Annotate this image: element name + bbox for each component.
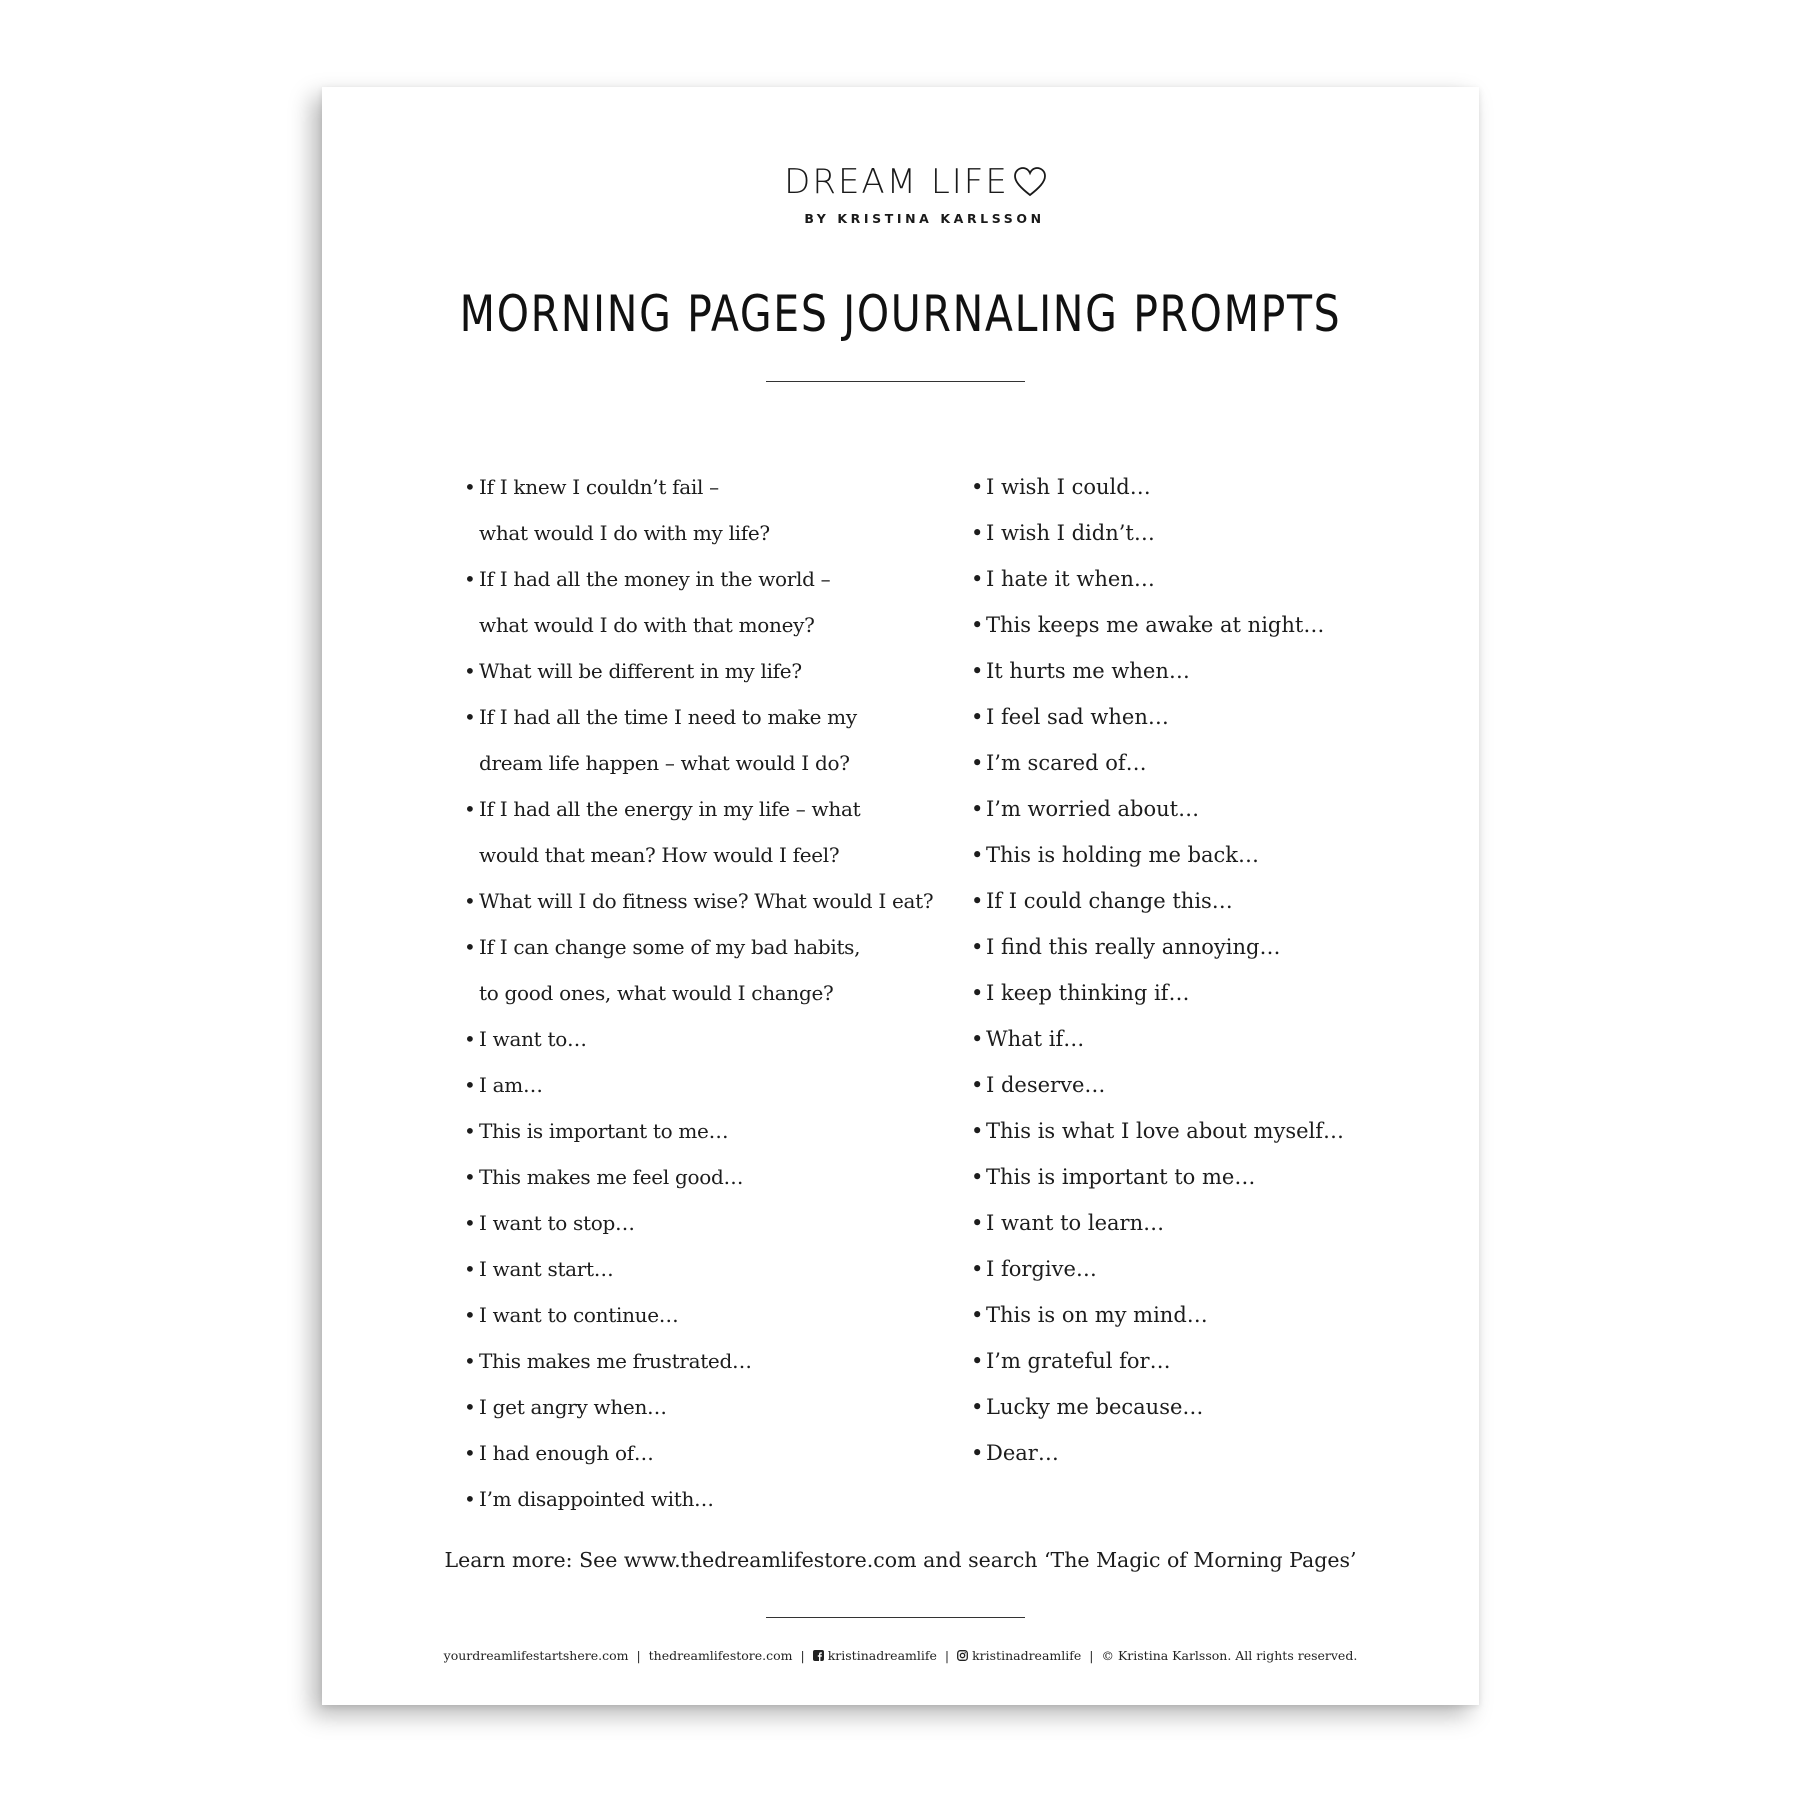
bullet: •	[971, 613, 984, 637]
prompt-item	[464, 924, 934, 1016]
footer-separator: |	[636, 1648, 641, 1663]
logo-name: DREAM LIFE	[784, 162, 1009, 202]
bullet: •	[971, 1395, 984, 1419]
prompt-text: I get angry when…	[479, 1395, 667, 1419]
prompt-item	[464, 694, 934, 786]
bullet: •	[971, 1211, 984, 1235]
bullet: •	[464, 1441, 476, 1465]
prompt-item	[464, 786, 934, 878]
bullet: •	[971, 1303, 984, 1327]
title-divider	[766, 381, 1025, 382]
prompt-item	[464, 1292, 934, 1338]
logo-byline: BY KRISTINA KARLSSON	[804, 211, 1045, 226]
facebook-handle: kristinadreamlife	[827, 1648, 937, 1663]
prompt-text: If I had all the money in the world –	[479, 567, 831, 591]
prompt-text: I hate it when…	[986, 567, 1155, 591]
prompt-item	[971, 1062, 1391, 1108]
bullet: •	[971, 843, 984, 867]
prompt-text: I want to learn…	[986, 1211, 1165, 1235]
footer-separator: |	[800, 1648, 805, 1663]
prompt-text: This makes me feel good…	[479, 1165, 744, 1189]
bullet: •	[464, 1027, 476, 1051]
logo-wordmark	[784, 162, 1047, 202]
prompt-text: If I had all the time I need to make my	[479, 705, 857, 729]
bullet: •	[971, 1257, 984, 1281]
bullet: •	[971, 659, 984, 683]
bullet: •	[971, 1119, 984, 1143]
prompt-item	[464, 1476, 934, 1522]
bullet: •	[971, 475, 984, 499]
instagram-handle: kristinadreamlife	[972, 1648, 1082, 1663]
learn-more-text: Learn more: See www.thedreamlifestore.com and search ‘The Magic of Morning Pages’	[444, 1548, 1357, 1572]
bullet: •	[971, 751, 984, 775]
prompt-item	[971, 1016, 1391, 1062]
prompt-text: This is what I love about myself…	[986, 1119, 1345, 1143]
prompt-item	[464, 1384, 934, 1430]
prompt-item	[971, 1338, 1391, 1384]
prompt-item	[464, 464, 934, 556]
prompt-item	[971, 878, 1391, 924]
prompt-text: If I could change this…	[986, 889, 1233, 913]
heart-icon	[1013, 166, 1047, 198]
prompt-text: I want to stop…	[479, 1211, 635, 1235]
footer-separator: |	[1089, 1648, 1094, 1663]
prompt-text: This is important to me…	[479, 1119, 729, 1143]
prompt-text: I’m worried about…	[986, 797, 1200, 821]
instagram-icon	[957, 1650, 968, 1661]
bullet: •	[971, 981, 984, 1005]
bullet: •	[464, 797, 476, 821]
bullet: •	[971, 1027, 984, 1051]
prompt-text: I want to continue…	[479, 1303, 679, 1327]
prompt-item	[971, 648, 1391, 694]
prompt-item	[971, 556, 1391, 602]
prompt-item	[464, 1246, 934, 1292]
footer-site-link-1[interactable]: yourdreamlifestartshere.com	[443, 1648, 629, 1663]
bullet: •	[464, 1303, 476, 1327]
prompt-text: dream life happen – what would I do?	[479, 751, 850, 775]
prompt-item	[971, 1292, 1391, 1338]
prompt-text: If I can change some of my bad habits,	[479, 935, 861, 959]
prompt-item	[464, 556, 934, 648]
prompt-text: This is important to me…	[986, 1165, 1256, 1189]
prompt-text: This is on my mind…	[986, 1303, 1208, 1327]
bullet: •	[971, 889, 984, 913]
prompt-item	[971, 832, 1391, 878]
prompt-item	[971, 1200, 1391, 1246]
prompt-item	[464, 1108, 934, 1154]
prompt-text: Lucky me because…	[986, 1395, 1204, 1419]
prompt-list-right	[971, 464, 1391, 1476]
prompt-item	[464, 1200, 934, 1246]
prompt-item	[971, 1246, 1391, 1292]
prompt-text: It hurts me when…	[986, 659, 1190, 683]
prompt-item	[971, 740, 1391, 786]
bullet: •	[971, 1165, 984, 1189]
prompt-text: What will I do fitness wise? What would I eat?	[479, 889, 934, 913]
prompt-item	[971, 970, 1391, 1016]
bullet: •	[464, 1395, 476, 1419]
footer-site-link-2[interactable]: thedreamlifestore.com	[648, 1648, 793, 1663]
prompt-text: I keep thinking if…	[986, 981, 1190, 1005]
bullet: •	[971, 797, 984, 821]
prompt-text: If I knew I couldn’t fail –	[479, 475, 719, 499]
bullet: •	[971, 1349, 984, 1373]
bullet: •	[971, 521, 984, 545]
bullet: •	[464, 475, 476, 499]
prompt-item	[464, 1062, 934, 1108]
prompt-item	[971, 786, 1391, 832]
footer-instagram-link[interactable]	[957, 1648, 1085, 1663]
footer-separator: |	[944, 1648, 950, 1663]
footer	[322, 1648, 1479, 1663]
prompt-item	[971, 510, 1391, 556]
prompt-text: This keeps me awake at night…	[986, 613, 1325, 637]
prompt-item	[464, 1154, 934, 1200]
prompt-text: I’m scared of…	[986, 751, 1147, 775]
bullet: •	[971, 935, 984, 959]
prompt-text: What will be different in my life?	[479, 659, 802, 683]
bullet: •	[971, 1073, 984, 1097]
bullet: •	[464, 567, 476, 591]
prompt-item	[971, 464, 1391, 510]
prompt-text: I’m disappointed with…	[479, 1487, 714, 1511]
prompt-text: would that mean? How would I feel?	[479, 843, 840, 867]
prompt-text: If I had all the energy in my life – what	[479, 797, 861, 821]
bullet: •	[464, 1165, 476, 1189]
prompt-list-left	[464, 464, 934, 1522]
prompt-text: I wish I didn’t…	[986, 521, 1155, 545]
prompt-text: I want to…	[479, 1027, 587, 1051]
prompt-item	[464, 1016, 934, 1062]
bullet: •	[464, 1349, 476, 1373]
page-title: MORNING PAGES JOURNALING PROMPTS	[459, 285, 1342, 343]
bullet: •	[464, 935, 476, 959]
footer-divider	[766, 1617, 1025, 1618]
prompt-text: I deserve…	[986, 1073, 1106, 1097]
bullet: •	[464, 1211, 476, 1235]
brand-logo	[322, 162, 1479, 226]
bullet: •	[464, 659, 476, 683]
bullet: •	[464, 705, 476, 729]
prompt-text: I want start…	[479, 1257, 614, 1281]
footer-facebook-link[interactable]	[813, 1648, 941, 1663]
prompt-item	[971, 1430, 1391, 1476]
prompt-item	[971, 924, 1391, 970]
prompt-item	[971, 602, 1391, 648]
prompt-text: what would I do with that money?	[479, 613, 815, 637]
prompt-text: I find this really annoying…	[986, 935, 1281, 959]
bullet: •	[464, 1257, 476, 1281]
bullet: •	[464, 1119, 476, 1143]
prompt-text: what would I do with my life?	[479, 521, 770, 545]
prompt-item	[971, 1108, 1391, 1154]
prompt-item	[464, 648, 934, 694]
prompt-item	[971, 694, 1391, 740]
prompt-text: This makes me frustrated…	[479, 1349, 752, 1373]
prompt-text: I wish I could…	[986, 475, 1151, 499]
prompt-text: What if…	[986, 1027, 1085, 1051]
bullet: •	[971, 705, 984, 729]
prompt-text: This is holding me back…	[986, 843, 1260, 867]
prompt-item	[464, 878, 934, 924]
prompt-text: to good ones, what would I change?	[479, 981, 834, 1005]
bullet: •	[971, 567, 984, 591]
printable-sheet	[322, 87, 1479, 1705]
prompt-item	[464, 1430, 934, 1476]
prompt-text: Dear…	[986, 1441, 1059, 1465]
facebook-icon	[813, 1650, 824, 1661]
bullet: •	[971, 1441, 984, 1465]
bullet: •	[464, 889, 476, 913]
prompt-text: I feel sad when…	[986, 705, 1169, 729]
bullet: •	[464, 1073, 476, 1097]
prompt-text: I forgive…	[986, 1257, 1097, 1281]
prompt-text: I am…	[479, 1073, 543, 1097]
prompt-item	[971, 1154, 1391, 1200]
prompt-text: I’m grateful for…	[986, 1349, 1171, 1373]
prompt-item	[971, 1384, 1391, 1430]
bullet: •	[464, 1487, 476, 1511]
footer-copyright: © Kristina Karlsson. All rights reserved.	[1101, 1648, 1358, 1663]
prompt-text: I had enough of…	[479, 1441, 654, 1465]
prompt-item	[464, 1338, 934, 1384]
